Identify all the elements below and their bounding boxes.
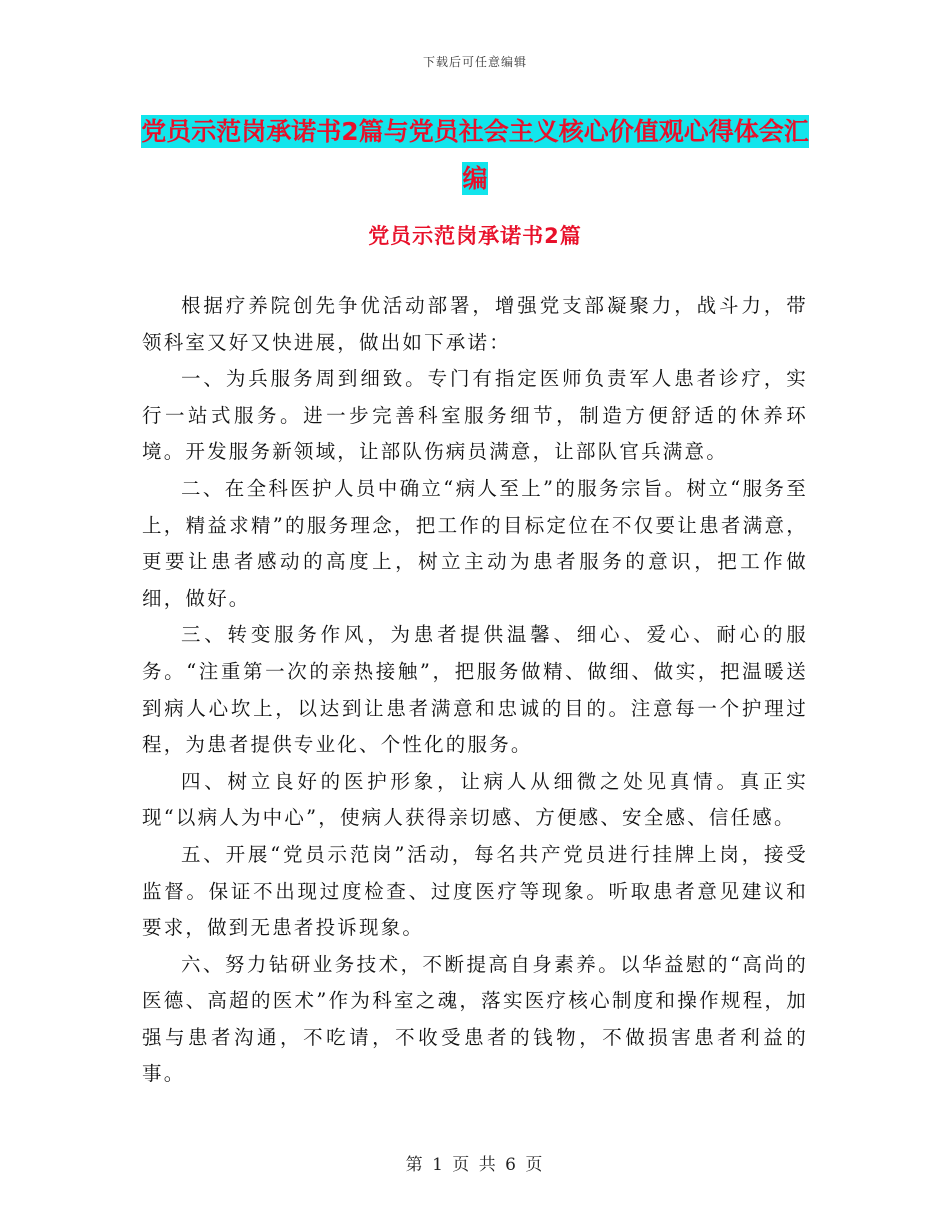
page-number: 第 1 页 共 6 页: [405, 1155, 545, 1175]
body-paragraph: 六、努力钻研业务技术，不断提高自身素养。以华益慰的“高尚的医德、高超的医术”作为科室之魂，落实医疗核心制度和操作规程，加强与患者沟通，不吃请，不收受患者的钱物，不做损害患者利益的事。: [142, 952, 808, 1086]
body-paragraph: 三、转变服务作风，为患者提供温馨、细心、爱心、耐心的服务。“注重第一次的亲热接触”，把服务做精、做细、做实，把温暖送到病人心坎上，以达到让患者满意和忠诚的目的。注意每一个护理过程，为患者提供专业化、个性化的服务。: [142, 623, 808, 757]
body-paragraph: 五、开展“党员示范岗”活动，每名共产党员进行挂牌上岗，接受监督。保证不出现过度检查、过度医疗等现象。听取患者意见建议和要求，做到无患者投诉现象。: [142, 842, 808, 940]
body-paragraph: 一、为兵服务周到细致。专门有指定医师负责军人患者诊疗，实行一站式服务。进一步完善科室服务细节，制造方便舒适的休养环境。开发服务新领域，让部队伤病员满意，让部队官兵满意。: [142, 367, 808, 464]
document-body: [142, 288, 808, 1093]
header-note: 下载后可任意编辑: [422, 55, 527, 69]
body-paragraph: 二、在全科医护人员中确立“病人至上”的服务宗旨。树立“服务至上，精益求精”的服务理念，把工作的目标定位在不仅要让患者满意，更要让患者感动的高度上，树立主动为患者服务的意识，把工作做细，做好。: [142, 476, 808, 610]
body-paragraph: 四、树立良好的医护形象，让病人从细微之处见真情。真正实现“以病人为中心”，使病人获得亲切感、方便感、安全感、信任感。: [142, 769, 808, 830]
body-paragraph: 根据疗养院创先争优活动部署，增强党支部凝聚力，战斗力，带领科室又好又快进展，做出如下承诺：: [142, 294, 808, 354]
document-title-text: 党员示范岗承诺书2篇与党员社会主义核心价值观心得体会汇编: [141, 117, 809, 193]
document-title: [140, 108, 810, 202]
section-title: 党员示范岗承诺书2篇: [368, 224, 582, 248]
